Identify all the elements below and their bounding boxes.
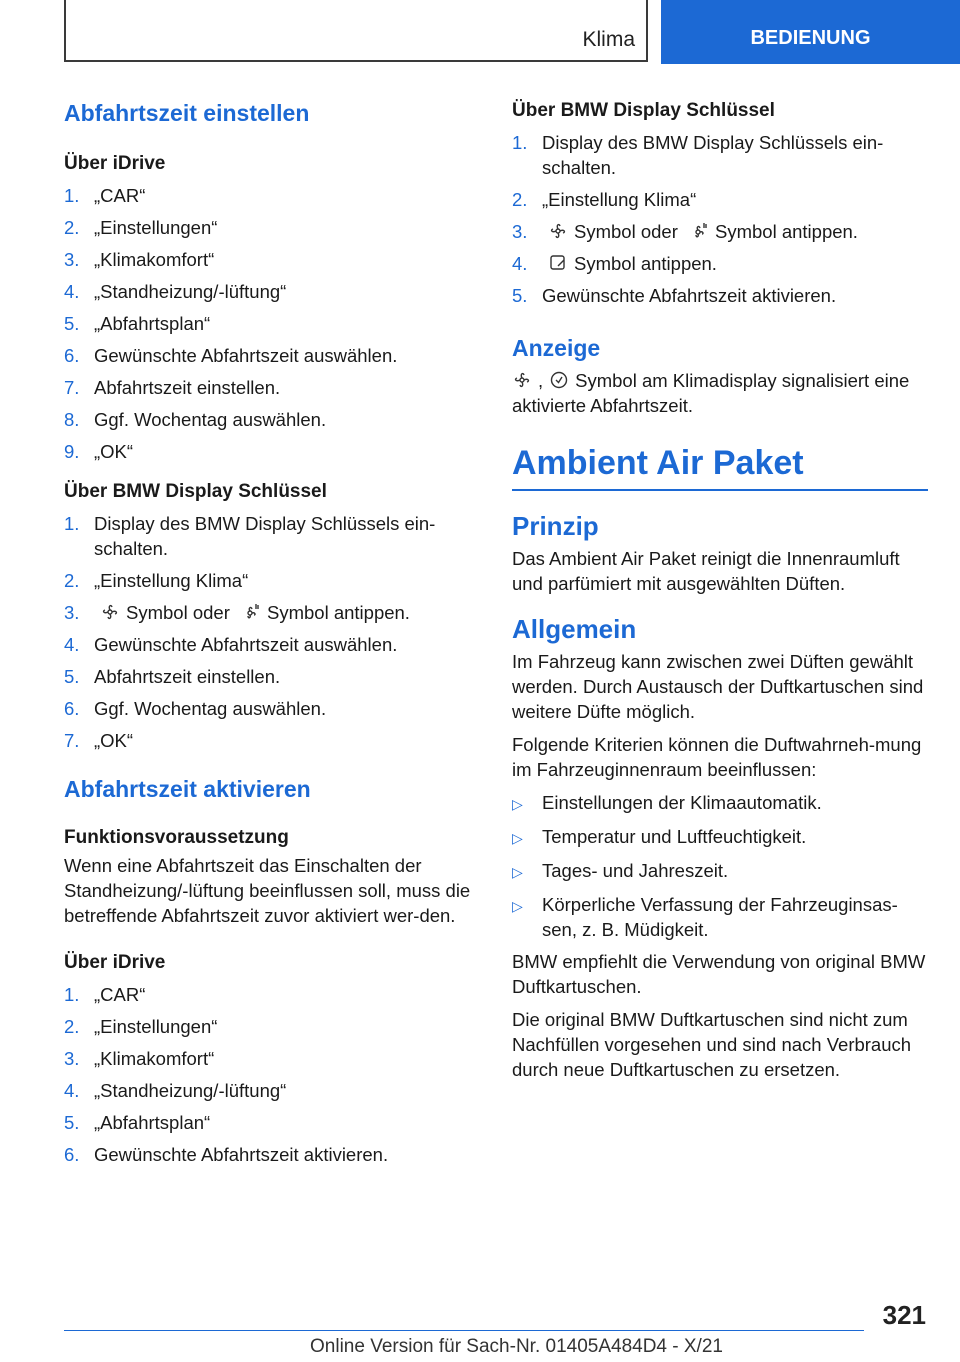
heading-ambient-air-paket: Ambient Air Paket [512, 444, 804, 482]
list-item: 6. Gewünschte Abfahrtszeit aktivieren. [64, 1144, 389, 1165]
list-item: 3. „Klimakomfort“ [64, 1048, 215, 1069]
list-item: 4. Gewünschte Abfahrtszeit auswählen. [64, 634, 398, 655]
list-item: 1. „CAR“ [64, 984, 146, 1005]
chapter-tab: BEDIENUNG [661, 0, 960, 64]
heating-icon [689, 221, 709, 241]
idrive-step-list [64, 183, 480, 464]
list-item: 2. „Einstellungen“ [64, 1016, 218, 1037]
left-column [64, 100, 480, 1174]
list-item: ▷ Temperatur und Luftfeuchtigkeit. [512, 824, 928, 851]
timer-edit-icon [548, 253, 568, 273]
triangle-bullet-icon: ▷ [512, 864, 523, 880]
idrive-activate-step-list [64, 982, 480, 1167]
subheading-display-key: Über BMW Display Schlüssel [64, 481, 327, 502]
heading-prinzip: Prinzip [512, 511, 599, 541]
list-item: 5. Gewünschte Abfahrtszeit aktivieren. [512, 285, 837, 306]
subheading-idrive-2: Über iDrive [64, 952, 166, 973]
page-number: 321 [882, 1300, 926, 1330]
ventilation-icon [100, 602, 120, 622]
right-column [512, 100, 928, 1082]
list-item: 5. „Abfahrtsplan“ [64, 1112, 211, 1133]
list-item: 9. „OK“ [64, 441, 134, 462]
criteria-bullet-list [512, 790, 928, 942]
bmw-recommend-text: BMW empfiehlt die Verwendung von original BMW Duftkartuschen. [512, 951, 926, 997]
list-item: 3. „Klimakomfort“ [64, 249, 215, 270]
list-item: ▷ Körperliche Verfassung der Fahrzeuginsas-sen, z. B. Müdigkeit. [512, 894, 898, 940]
big-title-rule [512, 444, 928, 491]
list-item: 1. Display des BMW Display Schlüssels ein-schalten. [512, 132, 884, 178]
list-item: 1. Display des BMW Display Schlüssels ein-schalten. [64, 513, 436, 559]
list-item: 4. Symbol antippen. [512, 253, 717, 274]
list-item: 2. „Einstellung Klima“ [64, 570, 249, 591]
triangle-bullet-icon: ▷ [512, 898, 523, 914]
list-item: ▷ Einstellungen der Klimaautomatik. [512, 790, 928, 817]
subheading-idrive: Über iDrive [64, 153, 166, 174]
list-item: 8. Ggf. Wochentag auswählen. [64, 409, 327, 430]
list-item: 2. „Einstellung Klima“ [512, 189, 697, 210]
triangle-bullet-icon: ▷ [512, 830, 523, 846]
list-item: 6. Gewünschte Abfahrtszeit auswählen. [64, 345, 398, 366]
list-item: 3. Symbol oder Symbol antippen. [512, 221, 858, 242]
list-item: 4. „Standheizung/-lüftung“ [64, 1080, 287, 1101]
heading-anzeige: Anzeige [512, 335, 601, 361]
heading-abfahrtszeit-aktivieren: Abfahrtszeit aktivieren [64, 776, 311, 802]
allgemein-text-2: Folgende Kriterien können die Duftwahrneh-mung im Fahrzeuginnenraum beeinflussen: [512, 734, 922, 780]
display-key-step-list [64, 511, 480, 753]
subheading-funktionsvoraussetzung: Funktionsvoraussetzung [64, 827, 289, 848]
list-item: 5. „Abfahrtsplan“ [64, 313, 211, 334]
display-key-activate-step-list [512, 130, 928, 308]
header-frame [64, 0, 648, 62]
list-item: 2. „Einstellungen“ [64, 217, 218, 238]
ventilation-icon [548, 221, 568, 241]
list-item: 3. Symbol oder Symbol antippen. [64, 602, 410, 623]
anzeige-text: , Symbol am Klimadisplay signalisiert eine aktivierte Abfahrtszeit. [512, 370, 910, 416]
list-item: 1. „CAR“ [64, 185, 146, 206]
heading-abfahrtszeit-einstellen: Abfahrtszeit einstellen [64, 100, 310, 126]
original-cartridge-text: Die original BMW Duftkartuschen sind nicht zum Nachfüllen vorgesehen und sind nach Verbrauch durch neue Duftkartuschen zu ersetzen. [512, 1009, 912, 1080]
list-item: 7. Abfahrtszeit einstellen. [64, 377, 281, 398]
triangle-bullet-icon: ▷ [512, 796, 523, 812]
list-item: 4. „Standheizung/-lüftung“ [64, 281, 287, 302]
subheading-display-key-right: Über BMW Display Schlüssel [512, 100, 775, 121]
section-title: Klima [582, 28, 635, 51]
list-item: ▷ Tages- und Jahreszeit. [512, 858, 928, 885]
heating-icon [241, 602, 261, 622]
list-item: 7. „OK“ [64, 730, 134, 751]
ventilation-icon [512, 370, 532, 390]
list-item: 5. Abfahrtszeit einstellen. [64, 666, 281, 687]
allgemein-text-1: Im Fahrzeug kann zwischen zwei Düften gewählt werden. Durch Austausch der Duftkartuschen sind weitere Düfte möglich. [512, 651, 924, 722]
list-item: 6. Ggf. Wochentag auswählen. [64, 698, 327, 719]
prereq-text: Wenn eine Abfahrtszeit das Einschalten der Standheizung/-lüftung beeinflussen soll, muss die betreffende Abfahrtszeit zuvor aktiviert wer-den. [64, 855, 471, 926]
clock-icon [549, 370, 569, 390]
footer-online-version: Online Version für Sach-Nr. 01405A484D4 - X/21 [310, 1336, 723, 1357]
footer-rule [64, 1330, 864, 1331]
heading-allgemein: Allgemein [512, 614, 637, 644]
prinzip-text: Das Ambient Air Paket reinigt die Innenraumluft und parfümiert mit ausgewählten Düften. [512, 548, 900, 594]
